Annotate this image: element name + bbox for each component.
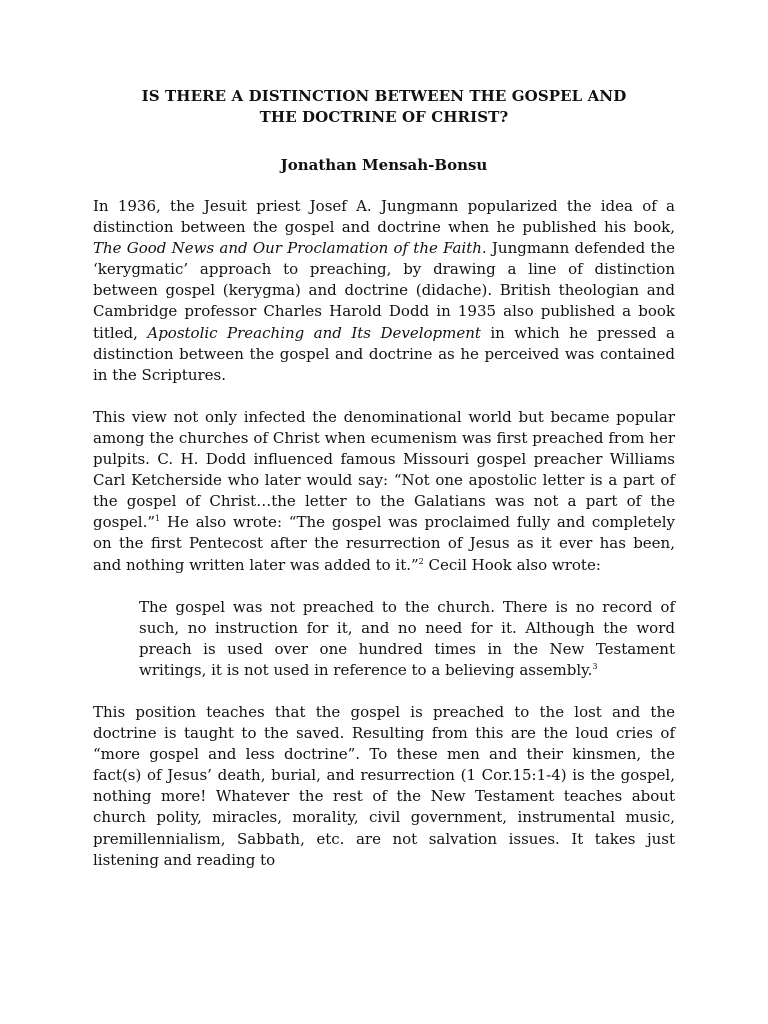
document-title: [93, 86, 675, 128]
book-title-1: The Good News and Our Proclamation of the Faith.: [93, 239, 487, 258]
paragraph-3: [93, 702, 675, 871]
author-name: Jonathan Mensah-Bonsu: [280, 156, 488, 174]
paragraph-2: [93, 407, 675, 576]
book-title-2: Apostolic Preaching and Its Development: [147, 323, 481, 342]
paragraph-1-text-b: Jungmann defended the ‘kerygmatic’ approach to preaching, by drawing a line of distinction between gospel (kerygma) and doctrine (didache). British theologian and Cambridge professor Charles Harold Dodd in 1935 also published a book titled,: [93, 239, 675, 342]
footnote-ref-1: 1: [155, 514, 161, 524]
document-page: [93, 86, 675, 871]
paragraph-1-text-c: in which he pressed a distinction between the gospel and doctrine as he perceived was contained in the Scriptures.: [93, 323, 675, 384]
paragraph-3-text: This position teaches that the gospel is preached to the lost and the doctrine is taught to the saved. Resulting from this are the loud cries of “more gospel and less doctrine”. To these men and their kinsmen, the fact(s) of Jesus’ death, burial, and resurrection (1 Cor.15:1-4) is the gospel, nothing more! Whatever the rest of the New Testament teaches about church polity, miracles, morality, civil government, instrumental music, premillennialism, Sabbath, etc. are not salvation issues. It takes just listening and reading to: [93, 702, 675, 869]
paragraph-2-text-a: This view not only infected the denominational world but became popular among the churches of Christ when ecumenism was first preached from her pulpits. C. H. Dodd influenced famous Missouri gospel preacher Williams Carl Ketcherside who later would say: “Not one apostolic letter is a part of the gospel of Christ…the letter to the Galatians was not a part of the gospel.”: [93, 407, 675, 532]
paragraph-2-text-b: He also wrote: “The gospel was proclaimed fully and completely on the first Pentecost after the resurrection of Jesus as it ever has been, and nothing written later was added to it.”: [93, 513, 675, 574]
block-quote: [139, 597, 675, 681]
paragraph-1-text-a: In 1936, the Jesuit priest Josef A. Jungmann popularized the idea of a distinction between the gospel and doctrine when he published his book,: [93, 197, 675, 237]
footnote-ref-3: 3: [592, 661, 598, 671]
block-quote-text: The gospel was not preached to the church. There is no record of such, no instruction for it, and no need for it. Although the word preach is used over one hundred times in the New Testament writings, it is not used in reference to a believing assembly.: [139, 597, 675, 679]
paragraph-1: [93, 196, 675, 386]
title-line-1: IS THERE A DISTINCTION BETWEEN THE GOSPEL AND: [141, 87, 627, 105]
paragraph-2-text-c: Cecil Hook also wrote:: [423, 555, 601, 574]
footnote-ref-2: 2: [418, 556, 424, 566]
title-line-2: THE DOCTRINE OF CHRIST?: [259, 108, 509, 126]
